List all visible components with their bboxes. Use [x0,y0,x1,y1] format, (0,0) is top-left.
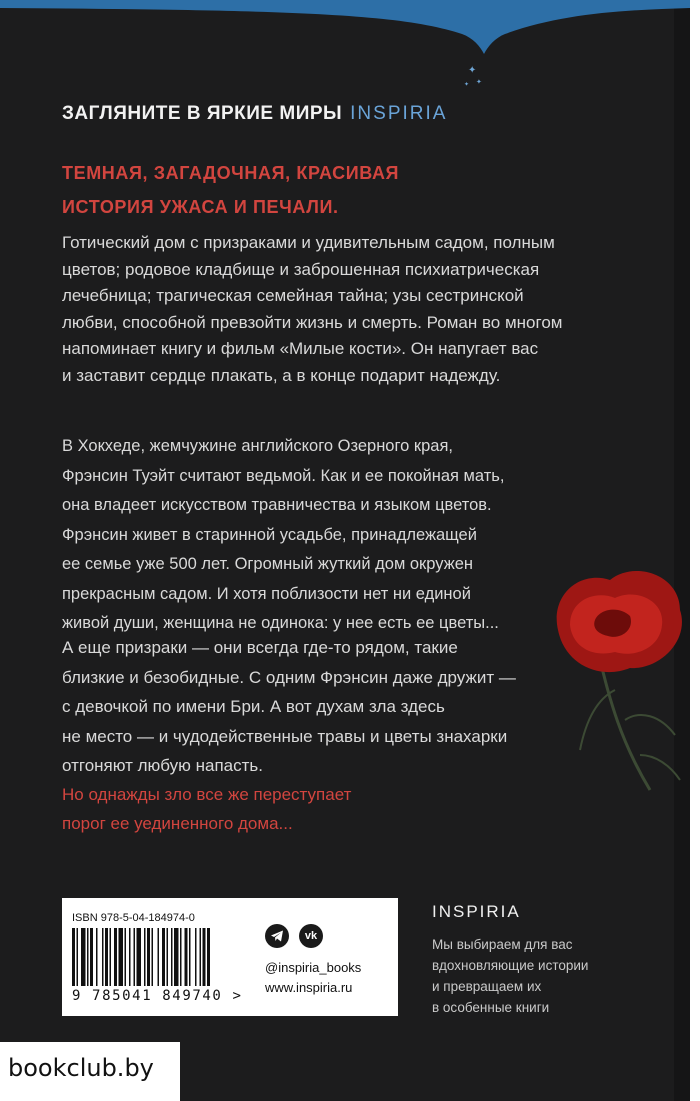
text-line: и заставит сердце плакать, а в конце подарит надежду. [62,365,501,385]
text-line: цветов; родовое кладбище и заброшенная психиатрическая [62,259,540,279]
sparkle-icon: ✦ [468,65,477,76]
series-title: ЗАГЛЯНИТЕ В ЯРКИЕ МИРЫ [62,103,343,124]
isbn-label: ISBN 978-5-04-184974-0 [72,912,195,924]
description-paragraph-1 [62,230,562,389]
text-line: ее семье уже 500 лет. Огромный жуткий дом окружен [62,555,474,573]
teaser [62,780,351,838]
slogan-line: и превращаем их [432,979,542,994]
barcode-number: 9 785041 849740 > [72,988,243,1004]
text-line: живой души, женщина не одинока: у нее есть ее цветы... [62,614,499,632]
text-line: прекрасным садом. И хотя поблизости нет ни единой [62,584,471,603]
series-header [62,103,447,125]
text-line: любви, способной превзойти жизнь и смерть. Роман во многом [62,312,563,332]
telegram-icon[interactable] [265,924,289,948]
watermark [0,1042,180,1101]
social-handle[interactable]: @inspiria_books [265,960,362,975]
watermark-text: bookclub.by [8,1054,154,1082]
description-paragraph-3 [62,633,516,781]
text-line: с девочкой по имени Бри. А вот духам зла здесь [62,697,445,716]
teaser-line: порог ее уединенного дома... [62,814,293,833]
publisher-slogan [432,934,588,1018]
sparkle-icon: ✦ [476,79,482,86]
slogan-line: вдохновляющие истории [432,958,589,973]
text-line: отгоняют любую напасть. [62,756,264,775]
text-line: В Хокхеде, жемчужине английского Озерного края, [62,437,453,455]
red-flower-illustration [540,540,690,800]
text-line: напоминает книгу и фильм «Милые кости». Он напугает вас [62,339,539,358]
tagline [62,156,399,224]
barcode-image [72,928,252,986]
social-icons [265,924,323,948]
text-line: не место — и чудодейственные травы и цветы знахарки [62,726,508,746]
tagline-line: ИСТОРИЯ УЖАСА И ПЕЧАЛИ. [62,197,339,217]
text-line: Фрэнсин Туэйт считают ведьмой. Как и ее покойная мать, [62,466,505,485]
slogan-line: в особенные книги [432,1000,550,1015]
text-line: лечебница; трагическая семейная тайна; узы сестринской [62,286,524,305]
barcode-panel [62,898,398,1016]
website-link[interactable]: www.inspiria.ru [265,980,353,995]
description-paragraph-2 [62,432,504,639]
text-line: она владеет искусством травничества и языком цветов. [62,496,492,514]
sparkle-icon: ✦ [464,82,470,88]
text-line: А еще призраки — они всегда где-то рядом, такие [62,638,458,657]
top-arch-decoration [0,0,690,110]
slogan-line: Мы выбираем для вас [432,937,573,952]
text-line: Фрэнсин живет в старинной усадьбе, принадлежащей [62,525,477,544]
tagline-line: ТЕМНАЯ, ЗАГАДОЧНАЯ, КРАСИВАЯ [62,163,400,183]
vk-icon[interactable]: vk [299,924,323,948]
teaser-line: Но однажды зло все же переступает [62,785,352,804]
text-line: близкие и безобидные. С одним Фрэнсин даже дружит — [62,667,516,687]
publisher-name: INSPIRIA [432,902,521,921]
social-contacts [265,958,361,998]
series-brand: INSPIRIA [350,103,448,124]
text-line: Готический дом с призраками и удивительным садом, полным [62,233,555,252]
